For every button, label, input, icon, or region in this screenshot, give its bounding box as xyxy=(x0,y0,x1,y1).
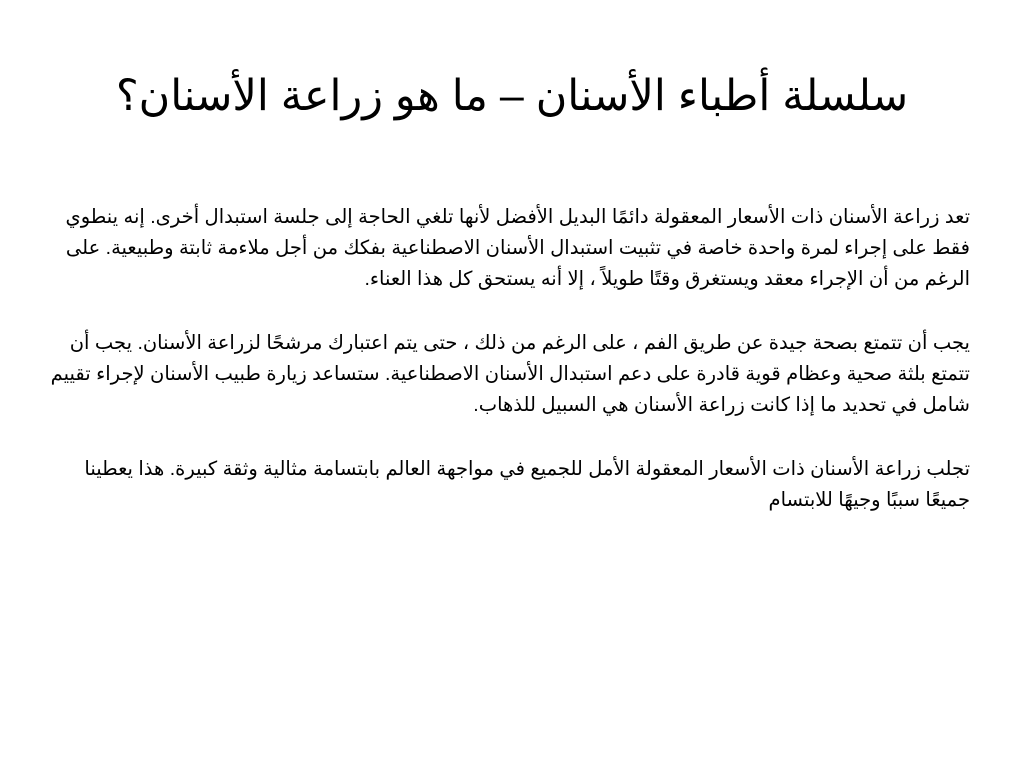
paragraph-candidate-requirements: يجب أن تتمتع بصحة جيدة عن طريق الفم ، على الرغم من ذلك ، حتى يتم اعتبارك مرشحًا لزراعة الأسنان. يجب أن تتمتع بلثة صحية وعظام قوية قادرة على دعم استبدال الأسنان الاصطناعية. ستساعد زيارة طبيب الأسنان لإجراء تقييم شامل في تحديد ما إذا كانت زراعة الأسنان هي السبيل للذهاب. xyxy=(50,332,970,416)
paragraph-implant-benefits: تعد زراعة الأسنان ذات الأسعار المعقولة دائمًا البديل الأفضل لأنها تلغي الحاجة إلى جلسة استبدال أخرى. إنه ينطوي فقط على إجراء لمرة واحدة خاصة في تثبيت استبدال الأسنان الاصطناعية بفكك من أجل ملاءمة ثابتة وطبيعية. على الرغم من أن الإجراء معقد ويستغرق وقتًا طويلاً ، إلا أنه يستحق كل هذا العناء. xyxy=(65,206,970,290)
slide-title: سلسلة أطباء الأسنان – ما هو زراعة الأسنان؟ xyxy=(115,72,909,120)
slide-body xyxy=(50,202,970,516)
paragraph-conclusion: تجلب زراعة الأسنان ذات الأسعار المعقولة الأمل للجميع في مواجهة العالم بابتسامة مثالية وثقة كبيرة. هذا يعطينا جميعًا سببًا وجيهًا للابتسام xyxy=(84,458,970,511)
